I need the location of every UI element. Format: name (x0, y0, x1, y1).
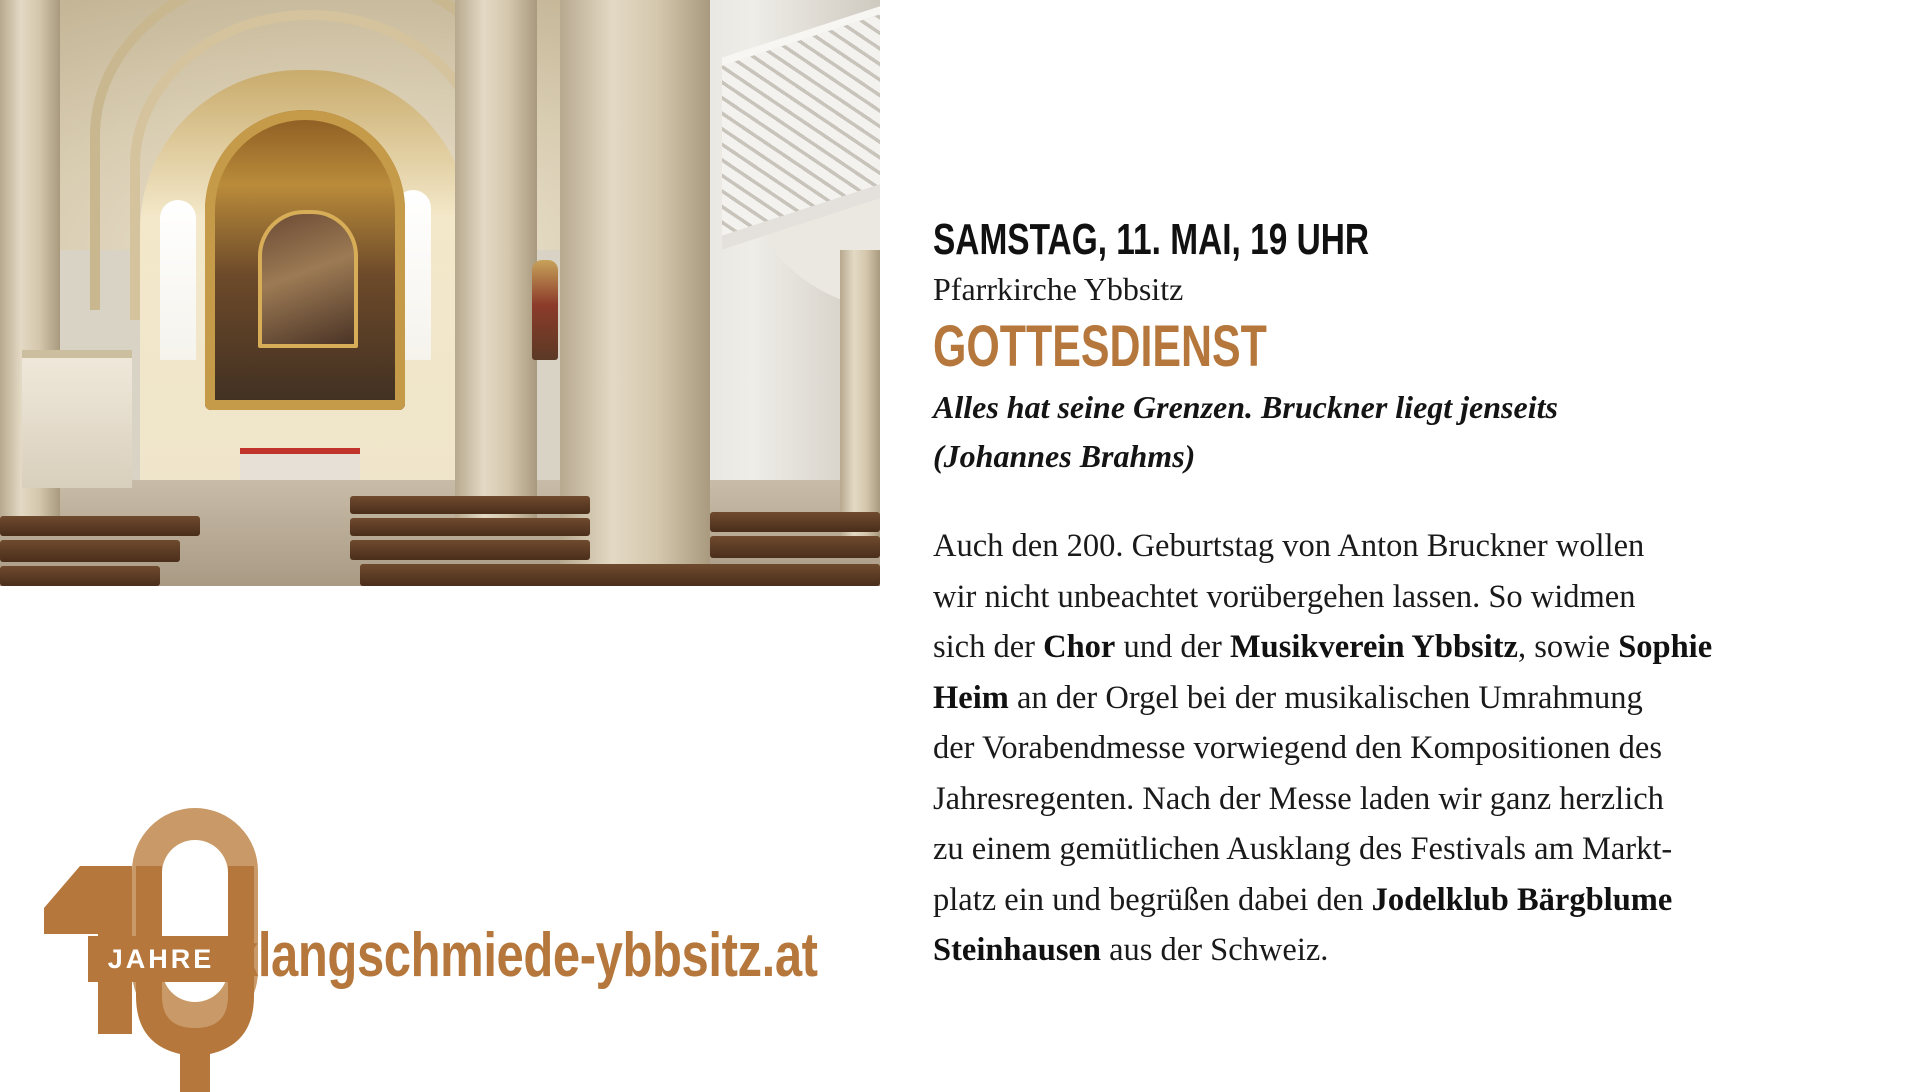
description-line: Jahresregenten. Nach der Messe laden wir ganz herzlich (933, 780, 1664, 817)
pew (0, 540, 180, 562)
pew (0, 566, 160, 586)
pulpit (22, 350, 132, 488)
text-run: , sowie (1517, 629, 1619, 665)
website-url: klangschmiede-ybbsitz.at (231, 921, 818, 990)
pew (350, 540, 590, 560)
description-line (933, 925, 1893, 976)
description-line: zu einem gemütlichen Ausklang des Festivals am Markt- (933, 831, 1673, 867)
text-run: aus der Schweiz. (1100, 932, 1329, 968)
pew (350, 518, 590, 536)
saint-statue (532, 260, 558, 360)
years-badge-label: JAHRE (107, 944, 215, 974)
description-line: Auch den 200. Geburtstag von Anton Bruckner wollen (933, 528, 1645, 564)
highlight-yodel-club: Jodelklub Bärgblume (1371, 881, 1673, 918)
description-line: der Vorabendmesse vorwiegend den Kompositionen des (933, 730, 1662, 766)
highlight-yodel-club-town: Steinhausen (933, 932, 1101, 968)
description-line (933, 622, 1893, 673)
event-title: GOTTESDIENST (933, 314, 1267, 379)
pew (360, 564, 880, 586)
description-line (933, 875, 1893, 926)
highlight-organist-last: Heim (933, 679, 1009, 716)
highlight-organist-first: Sophie (1618, 629, 1713, 665)
description-line: wir nicht unbeachtet vorübergehen lassen. So widmen (933, 578, 1636, 615)
text-run: und der (1115, 629, 1230, 665)
event-date-time: SAMSTAG, 11. MAI, 19 UHR (933, 215, 1370, 264)
pew (710, 512, 880, 532)
pew (350, 496, 590, 514)
event-details (933, 215, 1893, 976)
description-line (933, 673, 1893, 724)
chancel-window (160, 200, 196, 360)
event-venue: Pfarrkirche Ybbsitz (933, 271, 1184, 307)
highlight-choir: Chor (1043, 629, 1116, 665)
festival-logo (40, 806, 840, 1092)
pew (0, 516, 200, 536)
pillar (840, 250, 880, 550)
highlight-band: Musikverein Ybbsitz (1229, 629, 1518, 665)
altar-painting (258, 210, 358, 348)
text-run: platz ein und begrüßen dabei den (933, 881, 1372, 918)
quote-attribution: (Johannes Brahms) (933, 438, 1196, 474)
quote-line: Alles hat seine Grenzen. Bruckner liegt jenseits (933, 389, 1558, 425)
event-description (933, 521, 1893, 976)
pew (710, 536, 880, 558)
text-run: an der Orgel bei der musikalischen Umrahmung (1008, 679, 1643, 716)
pillar (455, 0, 537, 520)
text-run: sich der (933, 629, 1044, 665)
pillar (560, 0, 710, 580)
church-interior-photo (0, 0, 880, 586)
event-quote (933, 383, 1813, 481)
